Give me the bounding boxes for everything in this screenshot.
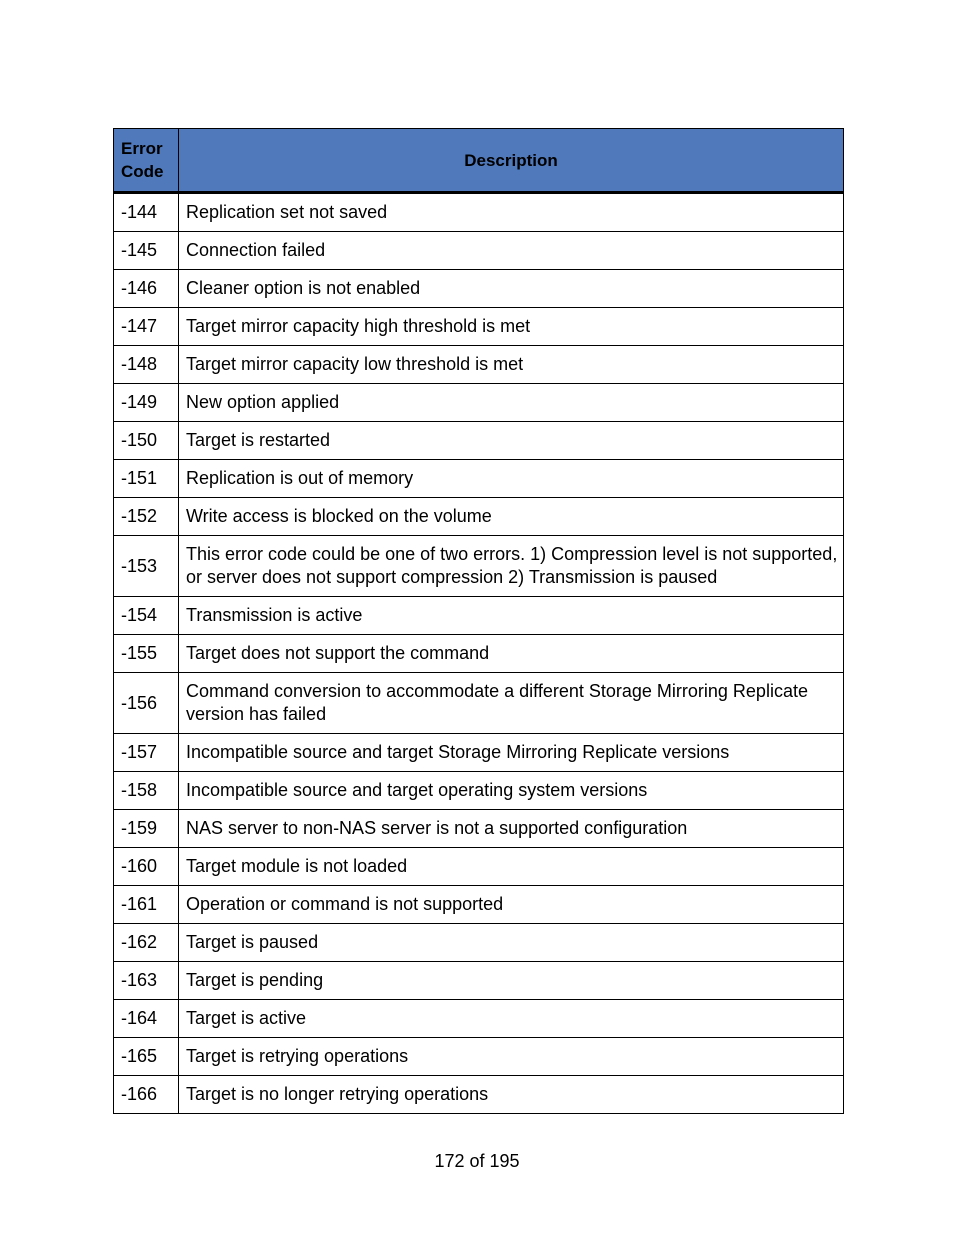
table-row [114, 193, 844, 232]
error-code-cell: -163 [114, 962, 179, 1000]
table-row [114, 1000, 844, 1038]
table-row [114, 673, 844, 734]
error-code-cell: -153 [114, 536, 179, 597]
header-error-code: Error Code [114, 129, 179, 193]
table-row [114, 962, 844, 1000]
description-cell: Command conversion to accommodate a different Storage Mirroring Replicate version has failed [179, 673, 844, 734]
table-row [114, 498, 844, 536]
description-cell: Target is retrying operations [179, 1038, 844, 1076]
error-code-cell: -149 [114, 384, 179, 422]
error-code-cell: -157 [114, 734, 179, 772]
table-row [114, 308, 844, 346]
page-number: 172 of 195 [434, 1151, 520, 1171]
header-row [114, 129, 844, 193]
table-row [114, 772, 844, 810]
error-code-cell: -156 [114, 673, 179, 734]
table-body [114, 193, 844, 1114]
error-code-cell: -147 [114, 308, 179, 346]
error-code-cell: -148 [114, 346, 179, 384]
table-row [114, 886, 844, 924]
description-cell: Incompatible source and target operating system versions [179, 772, 844, 810]
error-code-cell: -154 [114, 597, 179, 635]
table-row [114, 1038, 844, 1076]
description-cell: Target is restarted [179, 422, 844, 460]
description-cell: Incompatible source and target Storage Mirroring Replicate versions [179, 734, 844, 772]
description-cell: Target is no longer retrying operations [179, 1076, 844, 1114]
table-row [114, 810, 844, 848]
table-row [114, 232, 844, 270]
table-row [114, 460, 844, 498]
error-code-cell: -151 [114, 460, 179, 498]
table-row [114, 848, 844, 886]
description-cell: Transmission is active [179, 597, 844, 635]
error-code-cell: -150 [114, 422, 179, 460]
table-row [114, 384, 844, 422]
description-cell: Connection failed [179, 232, 844, 270]
table-header [114, 129, 844, 193]
description-cell: Target does not support the command [179, 635, 844, 673]
description-cell: Write access is blocked on the volume [179, 498, 844, 536]
table-row [114, 1076, 844, 1114]
description-cell: Cleaner option is not enabled [179, 270, 844, 308]
error-code-cell: -162 [114, 924, 179, 962]
table-row [114, 635, 844, 673]
error-code-cell: -166 [114, 1076, 179, 1114]
description-cell: Target is pending [179, 962, 844, 1000]
header-description: Description [179, 129, 844, 193]
table-row [114, 924, 844, 962]
description-cell: Replication set not saved [179, 193, 844, 232]
table-row [114, 597, 844, 635]
error-code-cell: -165 [114, 1038, 179, 1076]
table-row [114, 536, 844, 597]
error-code-cell: -164 [114, 1000, 179, 1038]
description-cell: Target module is not loaded [179, 848, 844, 886]
description-cell: Replication is out of memory [179, 460, 844, 498]
error-code-table [113, 128, 844, 1114]
error-code-cell: -161 [114, 886, 179, 924]
table-row [114, 270, 844, 308]
error-code-cell: -152 [114, 498, 179, 536]
description-cell: NAS server to non-NAS server is not a supported configuration [179, 810, 844, 848]
description-cell: Target mirror capacity high threshold is met [179, 308, 844, 346]
error-code-cell: -145 [114, 232, 179, 270]
error-code-cell: -155 [114, 635, 179, 673]
table-row [114, 734, 844, 772]
error-code-cell: -160 [114, 848, 179, 886]
error-code-cell: -158 [114, 772, 179, 810]
description-cell: Target is active [179, 1000, 844, 1038]
error-code-cell: -146 [114, 270, 179, 308]
description-cell: Operation or command is not supported [179, 886, 844, 924]
description-cell: Target is paused [179, 924, 844, 962]
table-row [114, 422, 844, 460]
description-cell: New option applied [179, 384, 844, 422]
table-row [114, 346, 844, 384]
error-code-cell: -144 [114, 193, 179, 232]
description-cell: Target mirror capacity low threshold is met [179, 346, 844, 384]
description-cell: This error code could be one of two errors. 1) Compression level is not supported, or server does not support compression 2) Transmission is paused [179, 536, 844, 597]
error-code-cell: -159 [114, 810, 179, 848]
